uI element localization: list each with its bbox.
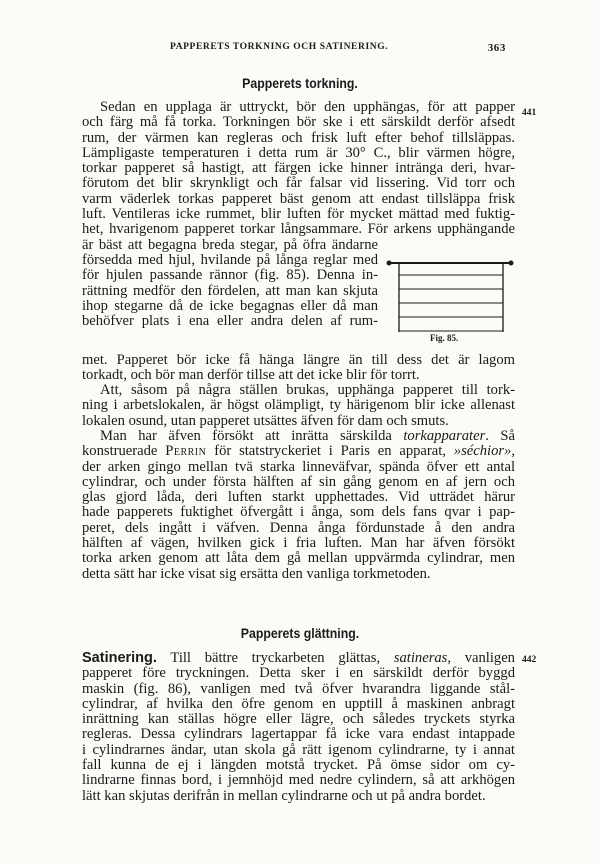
- page-number: 363: [487, 42, 506, 54]
- text-line: lindrarne finnas bord, i jemnhöjd med nedre cylindern, så att arkhögen: [82, 772, 515, 789]
- run-in-heading: Satinering.: [82, 650, 157, 666]
- text-line: Sedan en upplaga är uttryckt, bör den upphängas, för att papper: [100, 99, 515, 115]
- text-line: torkadt, och bör man derför tillse att det icke blir för torrt.: [82, 366, 420, 383]
- text-line: luft. Ventileras icke rummet, blir luften för mycket mättad med fuktig-: [82, 206, 515, 223]
- text-line: torkar papperet så hastigt, att färgen icke hinner intränga deri, hvar-: [82, 160, 515, 177]
- paragraph-satinering: [82, 651, 515, 804]
- text-line: hade papperets fuktighet öfvergått i ånga, som dels fans qvar i pap-: [82, 504, 515, 521]
- text-line: lätt kan skjutas derifrån in mellan cylindrarne och ut på andra bordet.: [82, 787, 486, 804]
- figure-wheel-left: [387, 261, 392, 266]
- text-run: för statstryckeriet i Paris en apparat,: [206, 443, 454, 460]
- text-line: inrättning kan ställas högre eller lägre, och således tryckets styrka: [82, 711, 515, 728]
- paragraph-1-tail: [82, 330, 515, 345]
- text-run: ,: [511, 443, 516, 460]
- text-line: förutom det blir skrynkligt och får falsar vid lissering. Vid torr och: [82, 175, 515, 192]
- text-run: . Så: [485, 428, 516, 444]
- italic-term: satineras: [393, 650, 448, 666]
- margin-number-442: 442: [522, 655, 537, 665]
- section-heading-torkning: Papperets torkning.: [242, 75, 358, 91]
- figure-caption: Fig. 85.: [430, 333, 459, 343]
- text-line: behöfver plats i ena eller andra delen af rum-: [82, 313, 378, 330]
- paragraph-1-beside-figure: [82, 238, 378, 330]
- text-line: detta sätt har icke visat sig ersätta den vanliga torkmetoden.: [82, 565, 431, 582]
- text-line: papperet före tryckningen. Detta sker i en särskildt derför byggd: [82, 665, 515, 682]
- margin-number-441: 441: [522, 108, 537, 118]
- paragraph-1-top: [82, 100, 515, 238]
- text-line: [82, 444, 515, 459]
- text-line: för hjulen passande rännor (fig. 85). Denna in-: [82, 267, 378, 284]
- small-caps-name: Perrin: [165, 443, 207, 460]
- text-line: och färg må få torka. Torkningen bör ske i ett särskildt derför afsedt: [82, 114, 515, 131]
- text-line: rättning medför den fördelen, att man kan skjuta: [82, 282, 378, 299]
- text-line: cylindrar, och under första hälften af sin gång genom en af jern och: [82, 473, 515, 490]
- text-line: hälften af vägen, hvilken gick i fria luften. Man har äfven försökt: [82, 535, 515, 552]
- text-run: Man har äfven försökt att inrätta särskilda: [100, 428, 404, 444]
- text-line: försedda med hjul, hvilande på långa reglar med: [82, 251, 378, 268]
- text-line: är bäst att begagna breda stegar, på öfra ändarne: [82, 236, 378, 253]
- italic-term: torkapparater: [403, 428, 486, 444]
- text-line: fall kunna de ej i längden motstå trycket. På ömse sidor om cy-: [82, 757, 515, 774]
- text-line: peret, dels ingått i väfven. Denna ånga fördunstade å den andra: [82, 519, 515, 536]
- text-line: [82, 651, 515, 666]
- text-line: Att, såsom på några ställen brukas, upphänga papperet till tork-: [100, 382, 515, 398]
- text-run: konstruerade: [82, 443, 166, 460]
- text-line: cylindrar, af hvilka den öfre genom en upptill å maskinen anbragt: [82, 695, 515, 712]
- text-line: maskin (fig. 86), vanligen med två öfver hvarandra liggande stål-: [82, 680, 515, 697]
- section-heading-glattning: Papperets glättning.: [240, 625, 360, 641]
- paragraph-3: [82, 429, 515, 582]
- text-line: ning i arbetslokalen, är högst olämpligt, ty härigenom blir icke allenast: [82, 397, 515, 414]
- paragraph-1-end: [82, 353, 515, 384]
- text-line: met. Papperet bör icke få hänga längre än till dess det är lagom: [82, 351, 515, 368]
- italic-term: »séchior»: [453, 443, 512, 460]
- text-line: i cylindrarnes ändar, utan skola gå rätt igenom cylindrarne, ty i annat: [82, 741, 515, 758]
- text-line: het, hvarigenom papperet torkar långsammare. För arkens upphängande: [82, 221, 515, 238]
- text-line: varm väderlek torkas papperet bäst genom att endast tillsläppa frisk: [82, 190, 515, 207]
- text-line: ihop stegarne då de icke begagnas eller då man: [82, 297, 378, 314]
- figure-wheel-right: [509, 261, 514, 266]
- running-head: [92, 42, 510, 56]
- text-line: torka arken genom att låta dem gå mellan uppvärmda cylindrar, men: [82, 550, 515, 567]
- running-head-title: PAPPERETS TORKNING OCH SATINERING.: [170, 42, 389, 52]
- text-line: regleras. Dessa cylindrars lagertappar få icke vara endast intappade: [82, 726, 515, 743]
- text-line: lokalen osund, utan papperet utsättes äfven för dam och smuts.: [82, 412, 449, 429]
- text-line: glas gjord låda, deri luften starkt upphettades. Vid utträdet härur: [82, 489, 515, 506]
- text-line: der arken gingo mellan tvä starka linneväfvar, spända öfver ett antal: [82, 458, 515, 475]
- text-line: Lämpligaste temperaturen i detta rum är 30° C., blir värmen högre,: [82, 144, 515, 161]
- text-run: Till bättre tryckarbeten glättas,: [156, 650, 394, 666]
- text-line: [82, 429, 515, 444]
- text-run: , vanligen: [447, 650, 515, 666]
- paragraph-2: [82, 383, 515, 429]
- text-line: rum, der värmen kan regleras och frisk luft efter behof tillsläppas.: [82, 129, 515, 146]
